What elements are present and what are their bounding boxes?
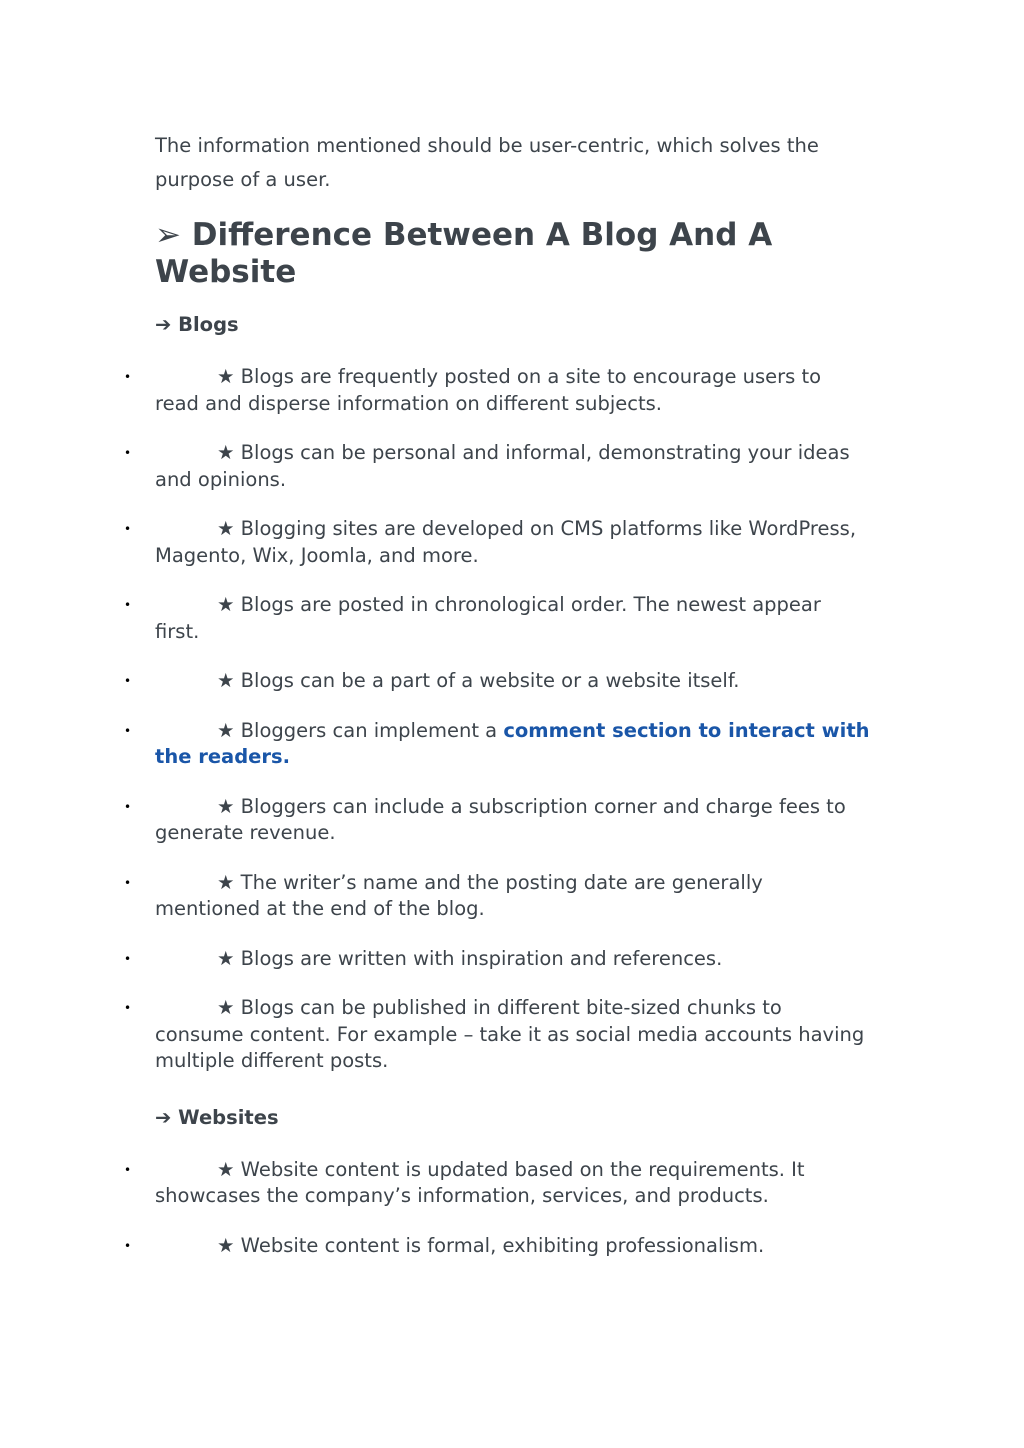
- list-item-text: ★ Blogs can be published in different bite-sized chunks to consume content. For example – take it as social media accounts having multiple different posts.: [155, 996, 865, 1072]
- section-heading: ➢ Difference Between A Blog And A Website: [155, 217, 773, 290]
- intro-paragraph: The information mentioned should be user-centric, which solves the purpose of a user.: [155, 134, 819, 191]
- bullet-icon: •: [124, 723, 132, 738]
- bullet-icon: •: [124, 799, 132, 814]
- list-item-text: ★ Blogs are written with inspiration and references.: [217, 946, 723, 970]
- bullet-icon: •: [124, 875, 132, 890]
- bullet-icon: •: [124, 951, 132, 966]
- list-item: [124, 946, 870, 973]
- document-page: [124, 129, 870, 1282]
- blogs-heading: ➔ Blogs: [155, 313, 239, 336]
- list-item-text: ★ Website content is formal, exhibiting professionalism.: [217, 1233, 765, 1257]
- blogs-list: [124, 364, 870, 1075]
- bullet-icon: •: [124, 446, 132, 460]
- list-item: [124, 794, 870, 847]
- list-item-text: ★ Blogs are posted in chronological order. The newest appear first.: [155, 593, 821, 643]
- list-item-text: ★ Bloggers can include a subscription corner and charge fees to generate revenue.: [155, 794, 846, 844]
- list-item: [124, 995, 870, 1075]
- list-item-text: ★ The writer’s name and the posting date are generally mentioned at the end of the blog.: [155, 870, 763, 920]
- list-item: [124, 718, 870, 771]
- bullet-icon: •: [124, 522, 132, 536]
- list-item: [124, 668, 870, 695]
- list-item: [124, 1157, 870, 1210]
- list-item-text: ★ Website content is updated based on the requirements. It showcases the company’s information, services, and products.: [155, 1157, 805, 1207]
- list-item: [124, 516, 870, 569]
- bullet-icon: •: [124, 370, 132, 384]
- bullet-icon: •: [124, 1162, 132, 1177]
- list-item: [124, 364, 870, 417]
- websites-list: [124, 1157, 870, 1260]
- list-item: [124, 1233, 870, 1260]
- bullet-icon: •: [124, 674, 132, 688]
- comment-section-link[interactable]: comment section to interact with the readers.: [155, 718, 870, 768]
- list-item-text: ★ Blogs can be a part of a website or a website itself.: [217, 669, 740, 692]
- list-item-text: ★ Blogging sites are developed on CMS platforms like WordPress, Magento, Wix, Joomla, and more.: [155, 517, 857, 567]
- bullet-icon: •: [124, 1238, 132, 1253]
- bullet-icon: •: [124, 598, 132, 612]
- websites-heading: ➔ Websites: [155, 1105, 279, 1129]
- list-item-text: ★ Blogs can be personal and informal, demonstrating your ideas and opinions.: [155, 441, 850, 491]
- list-item: [124, 870, 870, 923]
- list-item-text: ★ Blogs are frequently posted on a site to encourage users to read and disperse information on different subjects.: [155, 365, 822, 415]
- list-item: [124, 592, 870, 645]
- list-item-text: ★ Bloggers can implement a: [217, 718, 504, 742]
- list-item: [124, 440, 870, 493]
- bullet-icon: •: [124, 1001, 132, 1015]
